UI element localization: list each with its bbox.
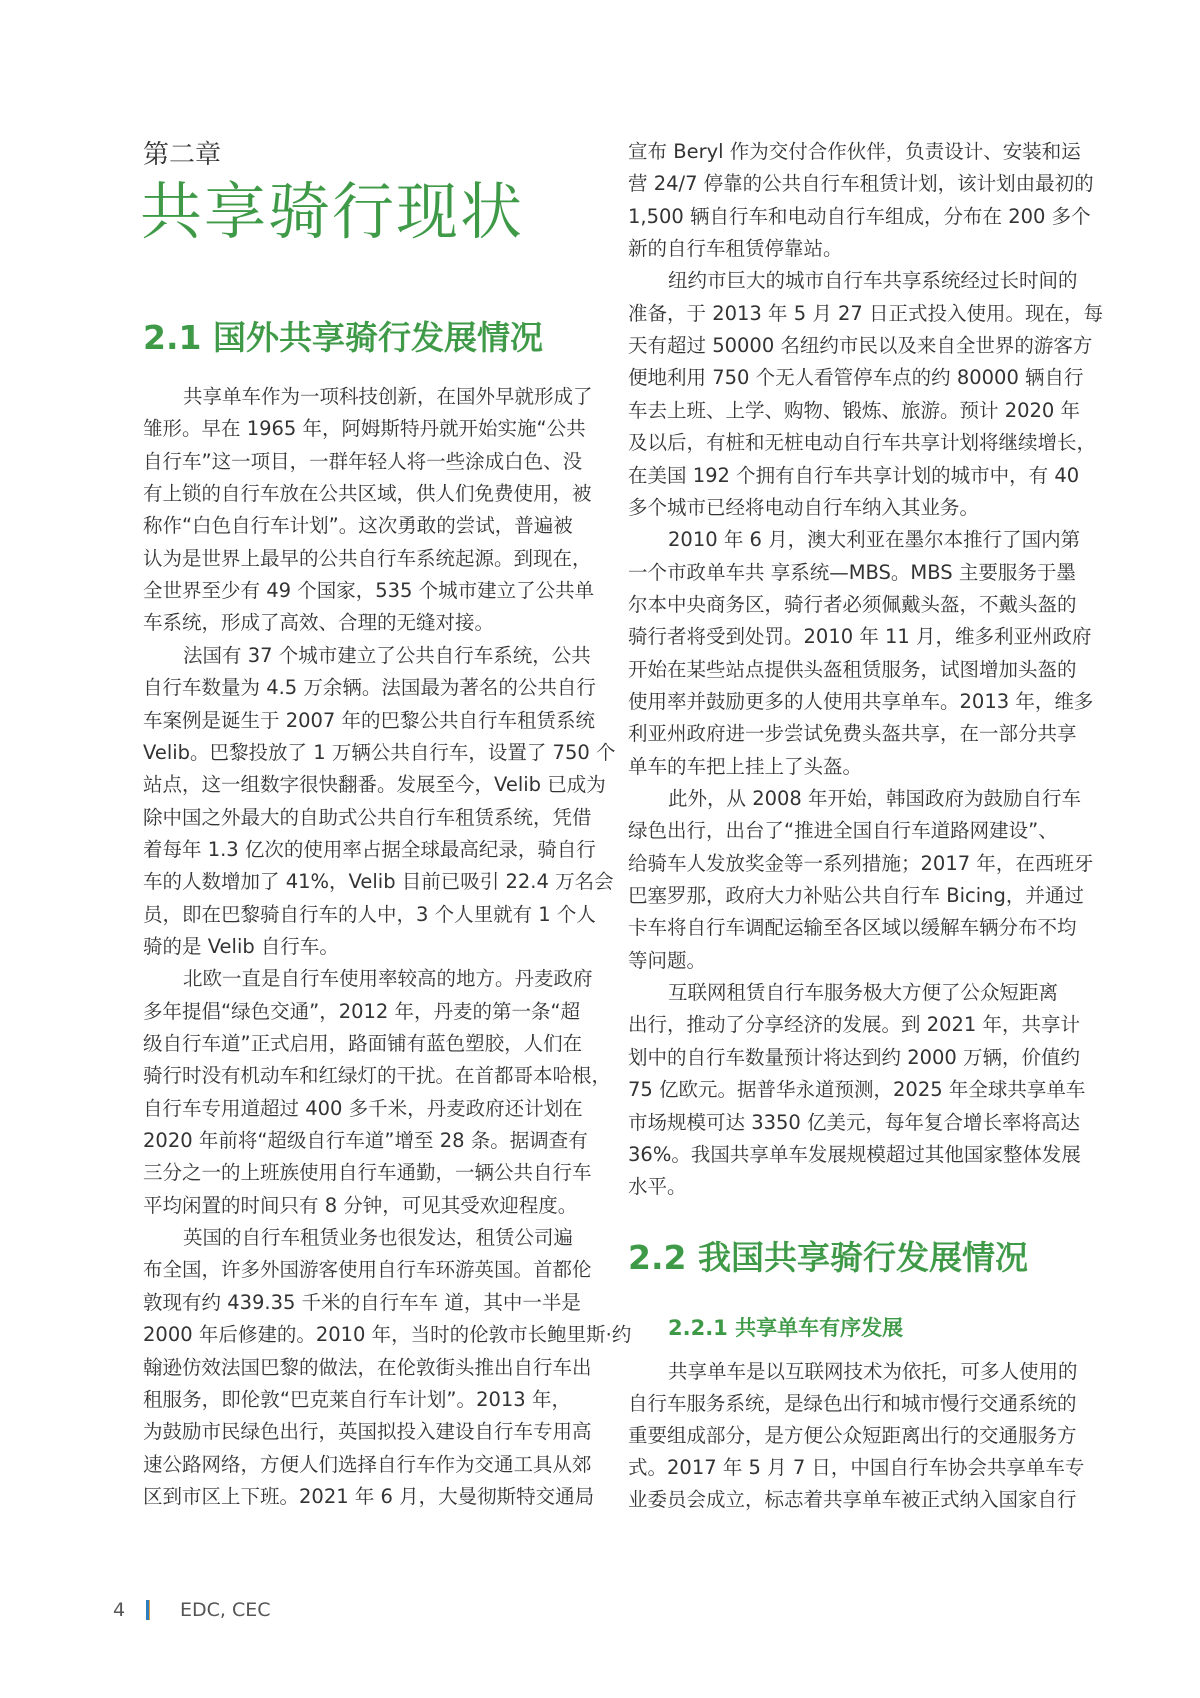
text-line: 宣布 Beryl 作为交付合作伙伴，负责设计、安装和运: [628, 140, 1081, 163]
text-line: 一个市政单车共 享系统—MBS。MBS 主要服务于墨: [628, 560, 1076, 584]
text-line: 2000 年后修建的。2010 年，当时的伦敦市长鲍里斯·约: [143, 1323, 632, 1347]
text-line: 自行车服务系统，是绿色出行和城市慢行交通系统的: [628, 1392, 1077, 1416]
page-number: 4: [113, 1599, 126, 1621]
text-line: 市场规模可达 3350 亿美元，每年复合增长率将高达: [628, 1110, 1081, 1134]
text-line: Velib。巴黎投放了 1 万辆公共自行车，设置了 750 个: [143, 740, 616, 764]
text-line: 重要组成部分，是方便公众短距离出行的交通服务方: [628, 1424, 1077, 1448]
text-line: 车案例是诞生于 2007 年的巴黎公共自行车租赁系统: [143, 708, 596, 732]
text-line: 单车的车把上挂上了头盔。: [628, 754, 863, 778]
section-heading-2-1: 2.1 国外共享骑行发展情况: [143, 318, 543, 357]
text-line: 准备，于 2013 年 5 月 27 日正式投入使用。现在，每: [628, 301, 1104, 325]
chapter-label: 第二章: [143, 140, 222, 170]
text-line: 及以后，有桩和无桩电动自行车共享计划将继续增长，: [628, 431, 1097, 455]
text-line: 在美国 192 个拥有自行车共享计划的城市中，有 40: [628, 463, 1080, 487]
text-line: 自行车专用道超过 400 多千米，丹麦政府还计划在: [143, 1096, 583, 1120]
text-line: 级自行车道”正式启用，路面铺有蓝色塑胶，人们在: [143, 1032, 583, 1055]
text-line: 巴塞罗那，政府大力补贴公共自行车 Bicing，并通过: [628, 884, 1084, 908]
text-line: 利亚州政府进一步尝试免费头盔共享，在一部分共享: [628, 722, 1077, 746]
text-line: 站点，这一组数字很快翻番。发展至今，Velib 已成为: [143, 773, 606, 797]
text-line: 便地利用 750 个无人看管停车点的约 80000 辆自行: [628, 366, 1084, 390]
text-line: 英国的自行车租赁业务也很发达，租赁公司遍: [183, 1226, 574, 1250]
text-line: 水平。: [628, 1175, 687, 1199]
text-line: 雏形。早在 1965 年，阿姆斯特丹就开始实施“公共: [143, 417, 586, 441]
text-line: 骑行时没有机动车和红绿灯的干扰。在首都哥本哈根，: [143, 1064, 612, 1088]
text-line: 三分之一的上班族使用自行车通勤，一辆公共自行车: [143, 1161, 592, 1185]
text-line: 75 亿欧元。据普华永道预测，2025 年全球共享单车: [628, 1078, 1086, 1102]
chapter-title: 共享骑行现状: [140, 175, 525, 248]
text-line: 开始在某些站点提供头盔租赁服务，试图增加头盔的: [628, 657, 1077, 681]
text-line: 绿色出行，出台了“推进全国自行车道路网建设”、: [628, 819, 1058, 843]
footer-organization: EDC, CEC: [180, 1599, 271, 1621]
text-line: 等问题。: [628, 948, 707, 972]
text-line: 自行车数量为 4.5 万余辆。法国最为著名的公共自行: [143, 676, 596, 700]
text-line: 敦现有约 439.35 千米的自行车车 道，其中一半是: [143, 1290, 581, 1314]
text-line: 多个城市已经将电动自行车纳入其业务。: [628, 495, 980, 519]
text-line: 平均闲置的时间只有 8 分钟，可见其受欢迎程度。: [143, 1193, 578, 1217]
text-line: 租服务，即伦敦“巴克莱自行车计划”。2013 年，: [143, 1387, 571, 1411]
text-line: 骑行者将受到处罚。2010 年 11 月，维多利亚州政府: [628, 625, 1092, 649]
text-line: 骑的是 Velib 自行车。: [143, 934, 339, 958]
text-line: 共享单车作为一项科技创新，在国外早就形成了: [183, 385, 593, 408]
text-line: 翰逊仿效法国巴黎的做法，在伦敦街头推出自行车出: [143, 1355, 592, 1379]
text-line: 营 24/7 停靠的公共自行车租赁计划，该计划由最初的: [628, 172, 1094, 196]
text-line: 2010 年 6 月，澳大利亚在墨尔本推行了国内第: [668, 528, 1081, 552]
text-line: 卡车将自行车调配运输至各区域以缓解车辆分布不均: [628, 916, 1077, 940]
text-line: 使用率并鼓励更多的人使用共享单车。2013 年，维多: [628, 689, 1094, 713]
text-line: 区到市区上下班。2021 年 6 月，大曼彻斯特交通局: [143, 1484, 595, 1508]
text-line: 员，即在巴黎骑自行车的人中，3 个人里就有 1 个人: [143, 902, 596, 926]
text-line: 共享单车是以互联网技术为依托，可多人使用的: [668, 1360, 1078, 1383]
text-line: 为鼓励市民绿色出行，英国拟投入建设自行车专用高: [143, 1420, 592, 1444]
text-line: 自行车”这一项目，一群年轻人将一些涂成白色、没: [143, 449, 583, 473]
text-line: 速公路网络，方便人们选择自行车作为交通工具从郊: [143, 1452, 592, 1476]
text-line: 业委员会成立，标志着共享单车被正式纳入国家自行: [628, 1488, 1077, 1512]
text-line: 车去上班、上学、购物、锻炼、旅游。预计 2020 年: [628, 398, 1081, 422]
text-line: 给骑车人发放奖金等一系列措施；2017 年，在西班牙: [628, 851, 1094, 875]
footer-divider: [146, 1600, 150, 1620]
text-line: 天有超过 50000 名纽约市民以及来自全世界的游客方: [628, 334, 1093, 358]
text-line: 尔本中央商务区，骑行者必须佩戴头盔，不戴头盔的: [628, 592, 1077, 616]
text-line: 划中的自行车数量预计将达到约 2000 万辆，价值约: [628, 1045, 1081, 1069]
text-line: 出行，推动了分享经济的发展。到 2021 年，共享计: [628, 1013, 1081, 1037]
text-line: 车系统，形成了高效、合理的无缝对接。: [143, 611, 495, 635]
section-heading-2-2: 2.2 我国共享骑行发展情况: [628, 1238, 1028, 1277]
text-line: 有上锁的自行车放在公共区域，供人们免费使用，被: [143, 482, 592, 506]
text-line: 2020 年前将“超级自行车道”增至 28 条。据调查有: [143, 1129, 588, 1153]
text-line: 称作“白色自行车计划”。这次勇敢的尝试，普遍被: [143, 514, 573, 538]
text-line: 36%。我国共享单车发展规模超过其他国家整体发展: [628, 1142, 1081, 1166]
text-line: 北欧一直是自行车使用率较高的地方。丹麦政府: [183, 967, 593, 991]
text-line: 1,500 辆自行车和电动自行车组成，分布在 200 多个: [628, 204, 1091, 228]
text-line: 此外，从 2008 年开始，韩国政府为鼓励自行车: [668, 787, 1082, 810]
text-line: 互联网租赁自行车服务极大方便了公众短距离: [668, 981, 1059, 1005]
text-line: 纽约市巨大的城市自行车共享系统经过长时间的: [668, 269, 1078, 293]
subsection-heading-2-2-1: 2.2.1 共享单车有序发展: [668, 1316, 904, 1340]
text-line: 新的自行车租赁停靠站。: [628, 237, 843, 261]
text-line: 式。2017 年 5 月 7 日，中国自行车协会共享单车专: [628, 1456, 1085, 1480]
text-line: 除中国之外最大的自助式公共自行车租赁系统，凭借: [143, 805, 592, 829]
text-line: 法国有 37 个城市建立了公共自行车系统，公共: [183, 643, 591, 667]
text-line: 全世界至少有 49 个国家，535 个城市建立了公共单: [143, 579, 595, 603]
text-line: 车的人数增加了 41%，Velib 目前已吸引 22.4 万名会: [143, 870, 614, 894]
text-line: 布全国，许多外国游客使用自行车环游英国。首都伦: [143, 1258, 592, 1282]
text-line: 着每年 1.3 亿次的使用率占据全球最高纪录，骑自行: [143, 837, 596, 861]
text-line: 多年提倡“绿色交通”，2012 年，丹麦的第一条“超: [143, 999, 581, 1023]
text-line: 认为是世界上最早的公共自行车系统起源。到现在，: [143, 546, 592, 570]
